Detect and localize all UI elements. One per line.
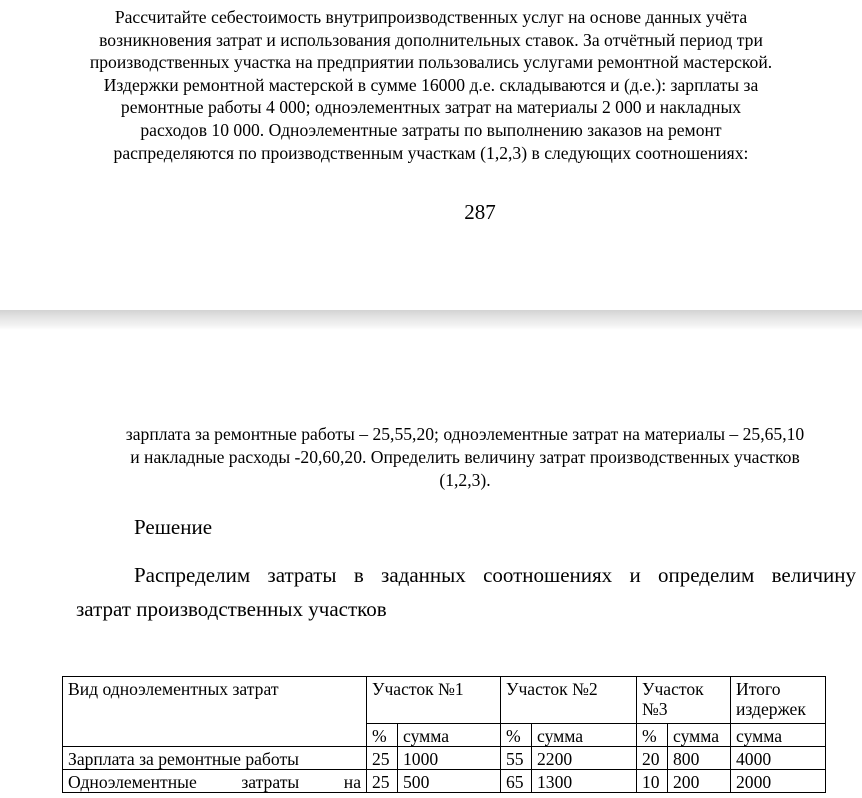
header-amount-total: сумма: [731, 724, 826, 747]
row-amount-3: 800: [668, 747, 731, 770]
row-cost-type: Одноэлементные затраты на: [63, 770, 367, 793]
problem-statement: [0, 6, 862, 164]
row-pct-1: 25: [367, 747, 398, 770]
header-section-1: Участок №1: [367, 677, 501, 724]
row-amount-2: 2200: [532, 747, 637, 770]
problem-line: Издержки ремонтной мастерской в сумме 16000 д.е. складываются и (д.е.): зарплаты за: [103, 74, 759, 95]
row-pct-3: 20: [637, 747, 668, 770]
row-amount-1: 1000: [398, 747, 501, 770]
row-total: 4000: [731, 747, 826, 770]
problem-line: распределяются по производственным участкам (1,2,3) в следующих соотношениях:: [113, 142, 749, 163]
solution-line: Распределим затраты в заданных соотношениях и определим величину: [134, 563, 856, 587]
row-amount-3: 200: [668, 770, 731, 793]
row-total: 2000: [731, 770, 826, 793]
header-pct-3: %: [637, 724, 668, 747]
continuation-line: зарплата за ремонтные работы – 25,55,20; одноэлементные затрат на материалы – 25,65,10: [125, 424, 805, 444]
problem-line: ремонтные работы 4 000; одноэлементных затрат на материалы 2 000 и накладных: [120, 97, 742, 118]
problem-line: возникновения затрат и использования дополнительных ставок. За отчётный период три: [99, 29, 763, 50]
header-amount-3: сумма: [668, 724, 731, 747]
continuation-line: и накладные расходы -20,60,20. Определить величину затрат производственных участков: [130, 447, 800, 467]
header-amount-1: сумма: [398, 724, 501, 747]
header-pct-2: %: [501, 724, 532, 747]
solution-line: затрат производственных участков: [76, 597, 387, 621]
table-row: [63, 747, 826, 770]
cost-distribution-table: [62, 676, 826, 793]
header-amount-2: сумма: [532, 724, 637, 747]
problem-line: производственных участка на предприятии пользовались услугами ремонтной мастерской.: [89, 52, 773, 73]
row-pct-2: 55: [501, 747, 532, 770]
row-pct-2: 65: [501, 770, 532, 793]
row-pct-3: 10: [637, 770, 668, 793]
header-section-3: Участок №3: [637, 677, 731, 724]
header-pct-1: %: [367, 724, 398, 747]
row-pct-1: 25: [367, 770, 398, 793]
continuation-line: (1,2,3).: [439, 470, 491, 490]
solution-text: [76, 558, 856, 626]
header-cost-type: Вид одноэлементных затрат: [63, 677, 367, 747]
problem-line: Рассчитайте себестоимость внутрипроизводственных услуг на основе данных учёта: [114, 7, 748, 27]
page-separator: [0, 310, 862, 330]
row-amount-2: 1300: [532, 770, 637, 793]
problem-line: расходов 10 000. Одноэлементные затраты по выполнению заказов на ремонт: [140, 119, 722, 140]
table-row: [63, 770, 826, 793]
page-number: 287: [464, 200, 496, 224]
table-header-row: [63, 677, 826, 724]
row-amount-1: 500: [398, 770, 501, 793]
header-total: Итого издержек: [731, 677, 826, 724]
solution-heading: Решение: [134, 515, 213, 539]
row-cost-type: Зарплата за ремонтные работы: [63, 747, 367, 770]
header-section-2: Участок №2: [501, 677, 637, 724]
problem-continuation: [0, 423, 862, 492]
